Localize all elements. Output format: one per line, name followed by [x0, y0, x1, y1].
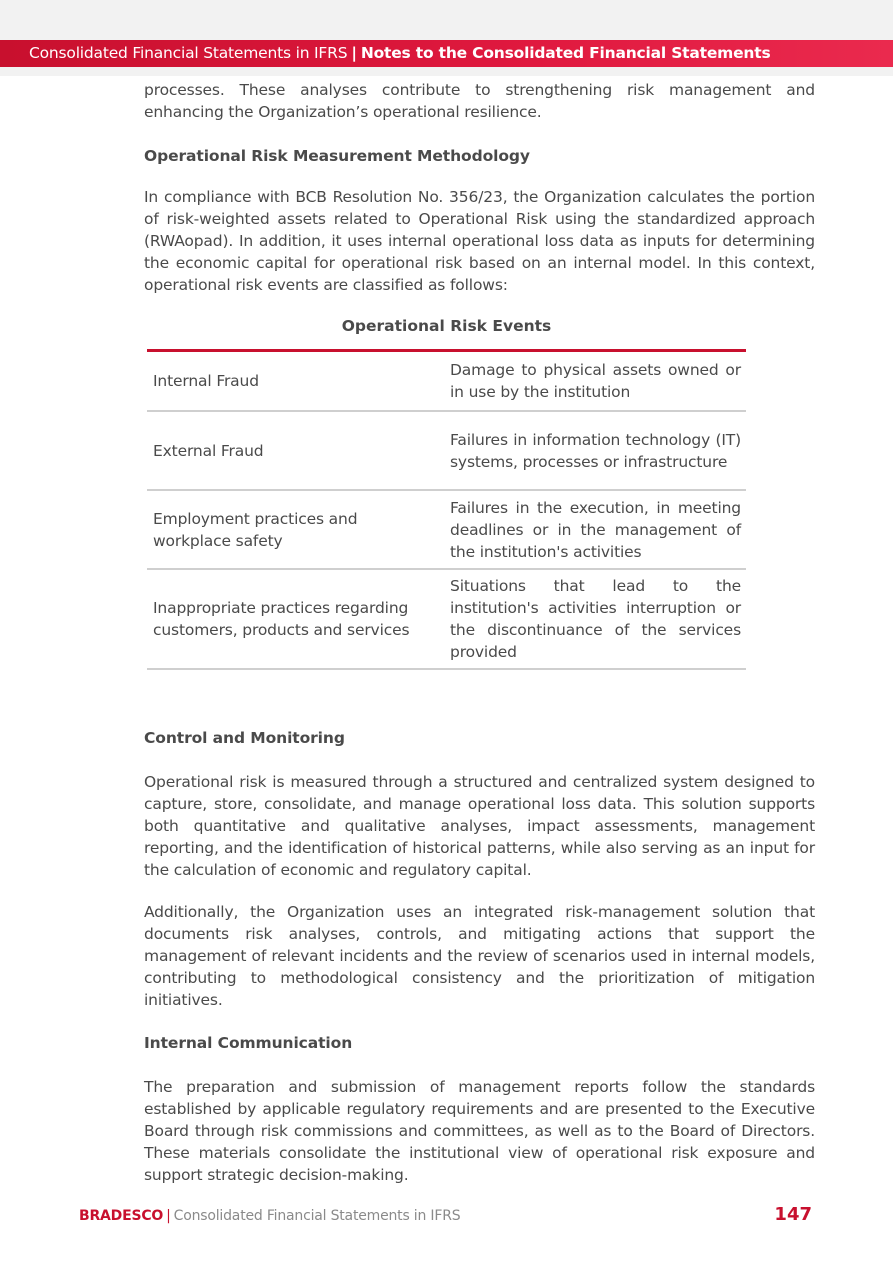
measurement-heading: Operational Risk Measurement Methodology — [144, 147, 530, 165]
header-subsection: Notes to the Consolidated Financial Statements — [360, 44, 771, 62]
header-underlay — [0, 67, 893, 76]
event-category: Internal Fraud — [147, 351, 445, 412]
events-table-title: Operational Risk Events — [341, 317, 552, 335]
communication-body — [144, 1076, 815, 1186]
events-table — [147, 349, 746, 670]
control-body-1 — [144, 771, 815, 881]
control-heading: Control and Monitoring — [144, 729, 345, 747]
page-header — [0, 40, 893, 67]
table-row — [147, 569, 746, 669]
event-description: Damage to physical assets owned or in use by the institution — [445, 351, 746, 412]
event-category: External Fraud — [147, 411, 445, 490]
header-section: Consolidated Financial Statements in IFRS — [29, 44, 348, 62]
footer-brand: BRADESCO — [79, 1208, 164, 1224]
footer-separator: | — [166, 1208, 171, 1224]
event-description: Situations that lead to the institution's activities interruption or the discontinuance of the services provided — [445, 569, 746, 669]
table-row — [147, 411, 746, 490]
top-margin — [0, 0, 893, 40]
measurement-paragraph: In compliance with BCB Resolution No. 356/23, the Organization calculates the portion of risk-weighted assets related to Operational Risk using the standardized approach (RWAopad). In addition, it uses internal operational loss data as inputs for determining the economic capital for operational risk based on an internal model. In this context, operational risk events are classified as follows: — [144, 188, 815, 294]
communication-section — [144, 1032, 815, 1054]
communication-heading: Internal Communication — [144, 1034, 353, 1052]
table-row — [147, 351, 746, 412]
event-category: Employment practices and workplace safety — [147, 490, 445, 569]
measurement-section — [144, 145, 815, 167]
intro-block — [144, 79, 815, 123]
event-category: Inappropriate practices regarding customers, products and services — [147, 569, 445, 669]
event-description: Failures in the execution, in meeting deadlines or in the management of the institution's activities — [445, 490, 746, 569]
intro-continuation: processes. These analyses contribute to strengthening risk management and enhancing the Organization’s operational resilience. — [144, 81, 815, 121]
communication-paragraph: The preparation and submission of management reports follow the standards established by applicable regulatory requirements and are presented to the Executive Board through risk commissions and committees, as well as to the Board of Directors. These materials consolidate the institutional view of operational risk exposure and support strategic decision-making. — [144, 1078, 815, 1184]
page-number: 147 — [774, 1204, 812, 1225]
page-footer — [79, 1206, 460, 1226]
table-row — [147, 490, 746, 569]
control-section — [144, 727, 815, 749]
control-paragraph-2: Additionally, the Organization uses an integrated risk-management solution that documents risk analyses, controls, and mitigating actions that support the management of relevant incidents and the review of scenarios used in internal models, contributing to methodological consistency and the prioritization of mitigation initiatives. — [144, 903, 815, 1009]
control-body-2 — [144, 901, 815, 1011]
event-description: Failures in information technology (IT) systems, processes or infrastructure — [445, 411, 746, 490]
header-separator: | — [351, 44, 357, 62]
footer-title: Consolidated Financial Statements in IFRS — [173, 1208, 461, 1224]
measurement-body — [144, 186, 815, 296]
control-paragraph-1: Operational risk is measured through a structured and centralized system designed to capture, store, consolidate, and manage operational loss data. This solution supports both quantitative and qualitative analyses, impact assessments, management reporting, and the identification of historical patterns, while also serving as an input for the calculation of economic and regulatory capital. — [144, 773, 815, 879]
